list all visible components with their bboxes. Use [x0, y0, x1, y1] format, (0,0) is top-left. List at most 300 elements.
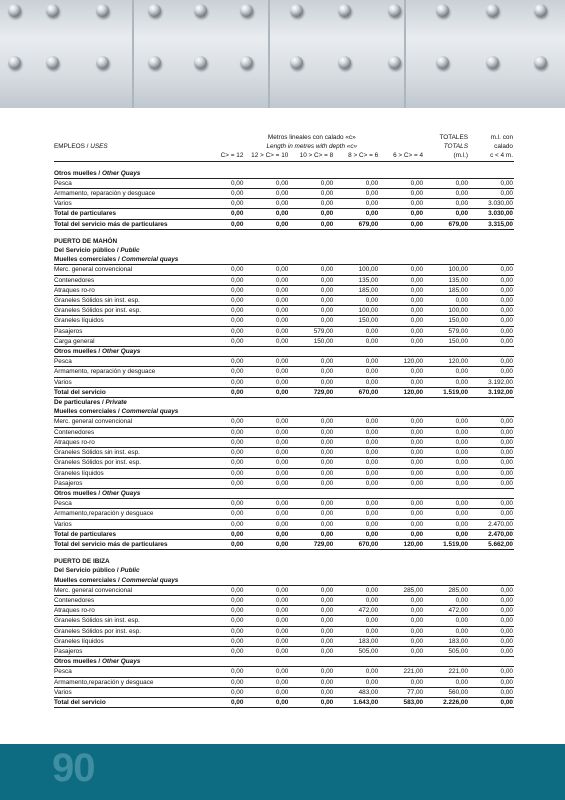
total-value: 0,00 — [244, 697, 289, 707]
row-label: Pesca — [54, 178, 199, 188]
row-value: 0,00 — [334, 616, 379, 626]
table-row — [54, 646, 514, 656]
row-label: Contenedores — [54, 595, 199, 605]
row-value: 0,00 — [379, 367, 424, 377]
row-value: 285,00 — [424, 585, 469, 595]
port-title-row — [54, 237, 514, 246]
row-label: Pesca — [54, 667, 199, 677]
row-value: 0,00 — [469, 275, 514, 285]
row-value: 0,00 — [199, 585, 244, 595]
row-value: 0,00 — [289, 519, 334, 529]
row-value: 0,00 — [199, 285, 244, 295]
row-value: 0,00 — [379, 326, 424, 336]
row-value: 221,00 — [424, 667, 469, 677]
row-value: 0,00 — [379, 509, 424, 519]
row-value: 0,00 — [334, 199, 379, 209]
row-label: Graneles Sólidos sin inst. esp. — [54, 616, 199, 626]
rivet-icon — [96, 4, 109, 17]
table-row — [54, 357, 514, 367]
row-value: 472,00 — [334, 606, 379, 616]
row-value: 0,00 — [334, 458, 379, 468]
table-row — [54, 437, 514, 447]
section-gap — [54, 229, 514, 237]
group-title-row — [54, 576, 514, 586]
total-value: 0,00 — [289, 209, 334, 219]
rivet-icon — [534, 4, 547, 17]
port-title: PUERTO DE MAHÓN — [54, 237, 118, 245]
row-value: 0,00 — [469, 667, 514, 677]
row-label: Merc. general convencional — [54, 265, 199, 275]
row-value: 0,00 — [244, 427, 289, 437]
row-value: 3.030,00 — [469, 199, 514, 209]
row-value: 0,00 — [244, 306, 289, 316]
row-value: 100,00 — [334, 306, 379, 316]
row-value: 100,00 — [424, 306, 469, 316]
row-value: 0,00 — [379, 336, 424, 346]
row-value: 0,00 — [379, 306, 424, 316]
ml-header-es2: calado — [494, 143, 513, 151]
rivet-icon — [8, 56, 21, 69]
row-value: 0,00 — [199, 458, 244, 468]
total-value: 670,00 — [334, 387, 379, 397]
row-value: 0,00 — [199, 677, 244, 687]
total-value: 0,00 — [199, 697, 244, 707]
row-value: 0,00 — [244, 636, 289, 646]
row-value: 0,00 — [334, 468, 379, 478]
row-value: 0,00 — [379, 316, 424, 326]
row-label: Atraques ro-ro — [54, 285, 199, 295]
total-value: 0,00 — [244, 539, 289, 549]
row-value: 0,00 — [334, 417, 379, 427]
row-value: 0,00 — [469, 427, 514, 437]
row-value: 0,00 — [424, 296, 469, 306]
rivet-icon — [534, 56, 547, 69]
total-value: 679,00 — [424, 219, 469, 229]
group-title-row — [54, 407, 514, 417]
row-value: 0,00 — [379, 636, 424, 646]
table-row — [54, 417, 514, 427]
table-row — [54, 265, 514, 275]
rivet-icon — [240, 56, 253, 69]
unit-header: c < 4 m. — [469, 151, 514, 161]
row-value: 0,00 — [379, 265, 424, 275]
row-value: 0,00 — [469, 636, 514, 646]
row-value: 0,00 — [244, 367, 289, 377]
row-value: 0,00 — [379, 646, 424, 656]
row-value: 0,00 — [424, 458, 469, 468]
row-value: 0,00 — [289, 616, 334, 626]
row-value: 0,00 — [289, 499, 334, 509]
row-value: 0,00 — [469, 458, 514, 468]
row-value: 0,00 — [244, 377, 289, 387]
rivet-icon — [46, 4, 59, 17]
row-value: 135,00 — [424, 275, 469, 285]
table-row — [54, 478, 514, 488]
row-label: Pasajeros — [54, 326, 199, 336]
table-row — [54, 326, 514, 336]
row-value: 0,00 — [289, 417, 334, 427]
row-label: Pesca — [54, 357, 199, 367]
row-value: 0,00 — [424, 437, 469, 447]
total-value: 0,00 — [424, 209, 469, 219]
group-title: Otros muelles / Other Quays — [54, 488, 514, 498]
row-value: 0,00 — [244, 437, 289, 447]
row-value: 0,00 — [424, 417, 469, 427]
group-title-row — [54, 488, 514, 498]
row-value: 77,00 — [379, 687, 424, 697]
total-value: 3.315,00 — [469, 219, 514, 229]
total-value: 0,00 — [379, 529, 424, 539]
group-title: Otros muelles / Other Quays — [54, 169, 514, 179]
panel-seam — [268, 0, 270, 108]
unit-header: 6 > C> = 4 — [379, 151, 424, 161]
row-value: 0,00 — [469, 296, 514, 306]
depth-group-title-en: Length in metres with depth «c» — [266, 143, 358, 151]
row-value: 120,00 — [379, 357, 424, 367]
row-label: Merc. general convencional — [54, 585, 199, 595]
row-value: 150,00 — [424, 316, 469, 326]
units-header-row — [54, 151, 514, 161]
row-value: 0,00 — [469, 585, 514, 595]
table-row — [54, 509, 514, 519]
section-gap — [54, 550, 514, 558]
row-value: 0,00 — [289, 448, 334, 458]
row-value: 0,00 — [289, 199, 334, 209]
row-value: 0,00 — [334, 677, 379, 687]
row-value: 0,00 — [424, 367, 469, 377]
row-value: 0,00 — [424, 377, 469, 387]
totales-header-en: TOTALS — [443, 143, 469, 151]
row-value: 0,00 — [334, 357, 379, 367]
total-value: 0,00 — [244, 387, 289, 397]
header-row-1 — [54, 133, 514, 142]
row-value: 0,00 — [379, 595, 424, 605]
row-value: 0,00 — [334, 448, 379, 458]
row-label: Armamento,reparación y desguace — [54, 677, 199, 687]
row-value: 0,00 — [244, 336, 289, 346]
row-value: 0,00 — [469, 626, 514, 636]
uses-label: EMPLEOS / USES — [54, 143, 108, 151]
row-value: 0,00 — [199, 646, 244, 656]
total-value: 0,00 — [199, 209, 244, 219]
row-value: 0,00 — [289, 285, 334, 295]
total-label: Total del servicio — [54, 697, 199, 707]
row-value: 0,00 — [289, 478, 334, 488]
rivet-icon — [388, 4, 401, 17]
row-value: 0,00 — [244, 595, 289, 605]
row-value: 0,00 — [469, 646, 514, 656]
row-value: 0,00 — [469, 178, 514, 188]
row-value: 0,00 — [244, 626, 289, 636]
row-value: 0,00 — [424, 499, 469, 509]
row-value: 185,00 — [424, 285, 469, 295]
row-value: 0,00 — [199, 606, 244, 616]
row-value: 0,00 — [469, 336, 514, 346]
total-value: 729,00 — [289, 539, 334, 549]
depth-group-title-es: Metros lineales con calado «c» — [267, 134, 356, 141]
total-value: 729,00 — [289, 387, 334, 397]
row-value: 185,00 — [334, 285, 379, 295]
row-value: 0,00 — [199, 417, 244, 427]
row-label: Varios — [54, 519, 199, 529]
row-value: 0,00 — [244, 677, 289, 687]
row-value: 0,00 — [289, 636, 334, 646]
row-value: 0,00 — [289, 427, 334, 437]
rivet-icon — [290, 4, 303, 17]
row-label: Graneles Sólidos sin inst. esp. — [54, 448, 199, 458]
row-value: 0,00 — [289, 265, 334, 275]
row-value: 0,00 — [469, 499, 514, 509]
row-value: 0,00 — [424, 595, 469, 605]
total-value: 1.519,00 — [424, 539, 469, 549]
group-title-row — [54, 169, 514, 179]
total-value: 1.643,00 — [334, 697, 379, 707]
row-value: 0,00 — [424, 677, 469, 687]
row-value: 0,00 — [289, 275, 334, 285]
panel-seam — [404, 0, 406, 108]
row-value: 0,00 — [289, 509, 334, 519]
row-value: 0,00 — [244, 616, 289, 626]
unit-header: C> = 12 — [199, 151, 244, 161]
row-value: 0,00 — [379, 448, 424, 458]
total-value: 0,00 — [199, 219, 244, 229]
total-label: Total del servicio más de particulares — [54, 219, 199, 229]
unit-header: 10 > C> = 8 — [289, 151, 334, 161]
row-value: 0,00 — [199, 336, 244, 346]
total-value: 2.470,00 — [469, 529, 514, 539]
row-value: 0,00 — [424, 478, 469, 488]
total-label: Total de particulares — [54, 529, 199, 539]
row-value: 0,00 — [424, 427, 469, 437]
row-value: 0,00 — [199, 326, 244, 336]
row-value: 135,00 — [334, 275, 379, 285]
group-title: Muelles comerciales / Commercial quays — [54, 576, 514, 586]
row-value: 0,00 — [199, 616, 244, 626]
panel-seam — [132, 0, 134, 108]
table-row — [54, 585, 514, 595]
row-value: 0,00 — [244, 275, 289, 285]
row-value: 0,00 — [379, 275, 424, 285]
row-value: 0,00 — [469, 468, 514, 478]
row-value: 0,00 — [334, 178, 379, 188]
row-value: 0,00 — [469, 306, 514, 316]
row-value: 0,00 — [199, 427, 244, 437]
row-value: 0,00 — [334, 336, 379, 346]
row-value: 0,00 — [244, 357, 289, 367]
rivet-icon — [148, 56, 161, 69]
table-row — [54, 296, 514, 306]
row-value: 0,00 — [379, 189, 424, 199]
total-value: 3.030,00 — [469, 209, 514, 219]
total-value: 0,00 — [424, 529, 469, 539]
row-value: 0,00 — [469, 367, 514, 377]
total-value: 670,00 — [334, 539, 379, 549]
table-body — [54, 161, 514, 708]
total-value: 5.662,00 — [469, 539, 514, 549]
row-label: Graneles Sólidos por inst. esp. — [54, 306, 199, 316]
row-value: 0,00 — [244, 519, 289, 529]
table-row — [54, 275, 514, 285]
row-value: 0,00 — [289, 677, 334, 687]
row-value: 0,00 — [244, 189, 289, 199]
group-title-row — [54, 347, 514, 357]
row-value: 285,00 — [379, 585, 424, 595]
total-value: 0,00 — [379, 219, 424, 229]
total-value: 0,00 — [289, 529, 334, 539]
total-value: 0,00 — [244, 219, 289, 229]
row-value: 0,00 — [379, 606, 424, 616]
row-value: 0,00 — [289, 646, 334, 656]
port-title-row — [54, 557, 514, 566]
row-value: 183,00 — [334, 636, 379, 646]
row-value: 0,00 — [244, 285, 289, 295]
row-value: 0,00 — [469, 316, 514, 326]
row-label: Armamento,reparación y desguace — [54, 509, 199, 519]
row-value: 579,00 — [424, 326, 469, 336]
row-label: Contenedores — [54, 275, 199, 285]
total-value: 0,00 — [244, 209, 289, 219]
rivet-icon — [388, 56, 401, 69]
row-value: 0,00 — [289, 468, 334, 478]
group-title: Otros muelles / Other Quays — [54, 347, 514, 357]
row-label: Pasajeros — [54, 478, 199, 488]
group-title: Muelles comerciales / Commercial quays — [54, 407, 514, 417]
table-row — [54, 427, 514, 437]
table-row — [54, 499, 514, 509]
row-value: 0,00 — [289, 306, 334, 316]
row-value: 0,00 — [334, 296, 379, 306]
row-value: 0,00 — [289, 585, 334, 595]
total-value: 0,00 — [199, 529, 244, 539]
total-value: 0,00 — [244, 529, 289, 539]
total-value: 0,00 — [334, 529, 379, 539]
row-value: 0,00 — [469, 417, 514, 427]
total-value: 0,00 — [199, 539, 244, 549]
service-title: Del Servicio público / Public — [54, 247, 140, 255]
row-value: 0,00 — [469, 606, 514, 616]
row-value: 0,00 — [424, 468, 469, 478]
rivet-icon — [290, 56, 303, 69]
table-row — [54, 336, 514, 346]
row-value: 0,00 — [424, 189, 469, 199]
row-value: 0,00 — [379, 677, 424, 687]
table-row — [54, 316, 514, 326]
row-value: 0,00 — [334, 326, 379, 336]
table-row — [54, 519, 514, 529]
port-title: PUERTO DE IBIZA — [54, 558, 110, 566]
rivet-icon — [486, 56, 499, 69]
row-value: 560,00 — [424, 687, 469, 697]
row-value: 0,00 — [469, 326, 514, 336]
total-value: 583,00 — [379, 697, 424, 707]
row-label: Pasajeros — [54, 646, 199, 656]
table-row — [54, 595, 514, 605]
row-value: 0,00 — [289, 437, 334, 447]
row-value: 0,00 — [379, 499, 424, 509]
row-value: 0,00 — [469, 448, 514, 458]
row-value: 0,00 — [334, 519, 379, 529]
total-value: 3.192,00 — [469, 387, 514, 397]
row-label: Varios — [54, 199, 199, 209]
table-row — [54, 285, 514, 295]
total-value: 0,00 — [469, 697, 514, 707]
table-row — [54, 377, 514, 387]
row-value: 0,00 — [289, 458, 334, 468]
row-value: 0,00 — [199, 296, 244, 306]
port-quays-table-area — [54, 133, 514, 708]
total-value: 0,00 — [289, 697, 334, 707]
row-value: 0,00 — [469, 265, 514, 275]
row-value: 0,00 — [244, 316, 289, 326]
row-value: 0,00 — [199, 367, 244, 377]
row-value: 505,00 — [424, 646, 469, 656]
row-label: Varios — [54, 687, 199, 697]
row-value: 0,00 — [289, 687, 334, 697]
row-value: 0,00 — [424, 626, 469, 636]
row-value: 0,00 — [199, 377, 244, 387]
row-value: 0,00 — [334, 595, 379, 605]
row-value: 0,00 — [244, 296, 289, 306]
total-row — [54, 529, 514, 539]
row-value: 0,00 — [199, 595, 244, 605]
spacer — [54, 161, 514, 169]
row-label: Varios — [54, 377, 199, 387]
row-value: 0,00 — [469, 189, 514, 199]
row-value: 120,00 — [424, 357, 469, 367]
row-value: 0,00 — [244, 585, 289, 595]
row-value: 0,00 — [289, 357, 334, 367]
row-value: 0,00 — [199, 519, 244, 529]
row-value: 0,00 — [379, 427, 424, 437]
total-row — [54, 387, 514, 397]
row-value: 0,00 — [334, 478, 379, 488]
unit-header: (m.l.) — [424, 151, 469, 161]
row-value: 0,00 — [469, 509, 514, 519]
row-value: 0,00 — [334, 585, 379, 595]
row-value: 0,00 — [469, 677, 514, 687]
row-label: Contenedores — [54, 427, 199, 437]
row-value: 0,00 — [289, 606, 334, 616]
row-value: 0,00 — [244, 458, 289, 468]
row-value: 0,00 — [244, 499, 289, 509]
row-value: 0,00 — [199, 199, 244, 209]
unit-header: 8 > C> = 6 — [334, 151, 379, 161]
row-value: 0,00 — [469, 616, 514, 626]
service-title: De particulares / Private — [54, 399, 127, 407]
row-value: 0,00 — [334, 189, 379, 199]
service-title-row — [54, 398, 514, 408]
row-label: Graneles Sólidos por inst. esp. — [54, 626, 199, 636]
row-value: 0,00 — [424, 199, 469, 209]
total-value: 120,00 — [379, 387, 424, 397]
row-value: 0,00 — [244, 199, 289, 209]
row-label: Armamento, reparación y desguace — [54, 367, 199, 377]
row-value: 0,00 — [199, 357, 244, 367]
row-value: 0,00 — [334, 499, 379, 509]
total-value: 0,00 — [199, 387, 244, 397]
total-value: 0,00 — [289, 219, 334, 229]
riveted-metal-banner — [0, 0, 565, 108]
row-value: 483,00 — [334, 687, 379, 697]
row-value: 0,00 — [334, 427, 379, 437]
row-value: 0,00 — [469, 357, 514, 367]
row-value: 0,00 — [334, 367, 379, 377]
total-label: Total del servicio más de particulares — [54, 539, 199, 549]
page-number: 90 — [52, 746, 95, 790]
row-label: Pesca — [54, 499, 199, 509]
row-value: 150,00 — [334, 316, 379, 326]
uses-column-header — [54, 142, 199, 151]
